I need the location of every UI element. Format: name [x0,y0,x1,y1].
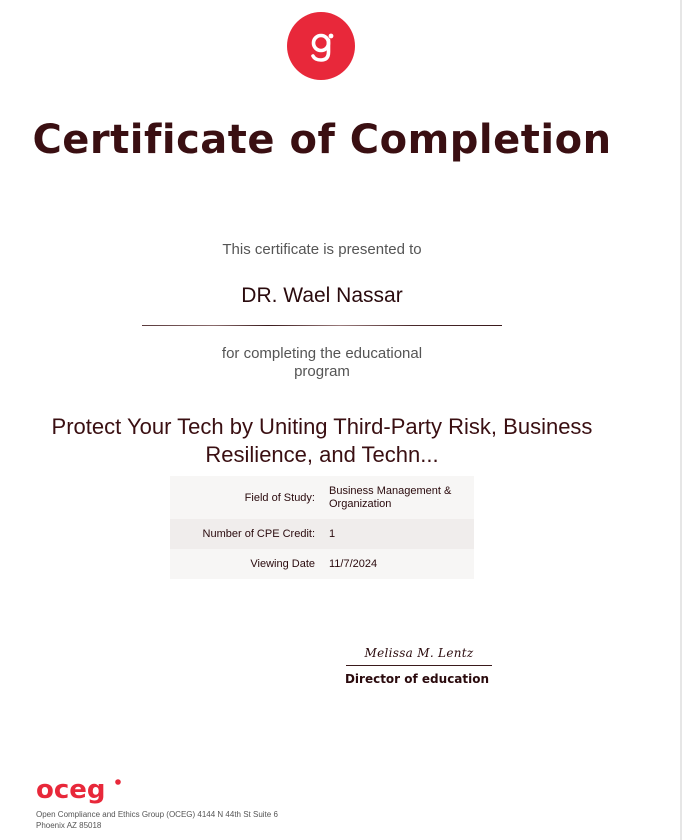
recipient-name: DR. Wael Nassar [241,284,403,307]
details-row-cpe-credit [170,519,474,549]
certificate-title: Certificate of Completion [32,117,612,163]
field-of-study-label: Field of Study: [244,491,315,504]
name-underline [142,325,502,326]
signatory-role: Director of education [344,672,490,686]
cpe-credit-value: 1 [329,527,336,540]
oceg-logo [36,774,126,806]
oceg-g-icon [287,12,355,80]
completing-text: for completing the educational program [221,345,423,380]
details-row-field-of-study [170,476,474,519]
cpe-credit-label: Number of CPE Credit: [202,528,315,540]
signature-line [346,665,492,666]
course-title: Protect Your Tech by Uniting Third-Party Risk, Business Resilience, and Techn... [51,414,593,467]
details-row-viewing-date [170,549,474,579]
viewing-date-value: 11/7/2024 [329,557,378,570]
viewing-date-label: Viewing Date [250,558,315,570]
footer-address: Open Compliance and Ethics Group (OCEG) 4144 N 44th St Suite 6 Phoenix AZ 85018 [36,810,278,830]
oceg-wordmark: oceg [36,775,106,805]
details-table [170,476,474,579]
presented-to-text: This certificate is presented to [222,241,422,258]
signature: Melissa M. Lentz [364,646,474,660]
field-of-study-value: Business Management & Organization [329,484,452,510]
